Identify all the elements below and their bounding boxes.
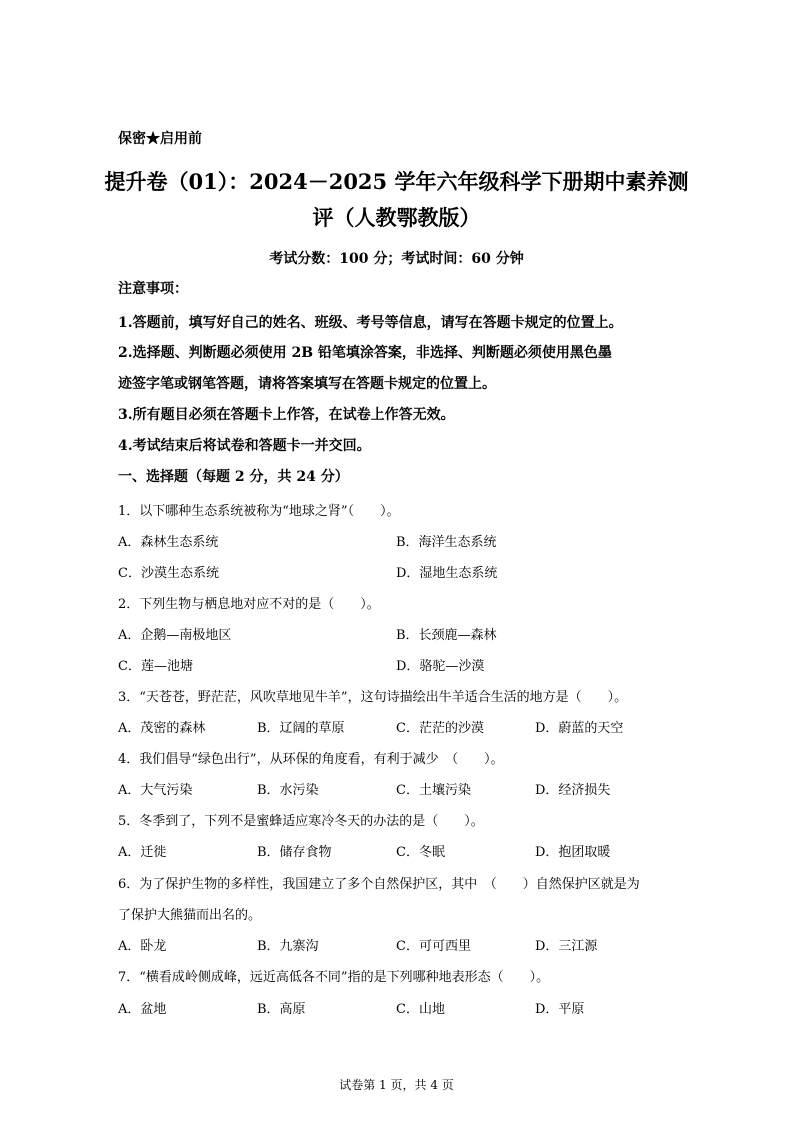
question-stem-continuation: 了保护大熊猫而出名的。 [118,908,262,923]
question-option: D．经济损失 [535,783,611,798]
question-option: A．盆地 [118,1002,167,1017]
question-option: D．平原 [535,1002,585,1017]
question-stem: 7．“横看成岭侧成峰，远近高低各不同”指的是下列哪种地表形态（ ）。 [118,970,550,985]
question-option: C．沙漠生态系统 [118,566,219,581]
notice-heading: 注意事项： [118,281,188,297]
question-option: B．辽阔的草原 [257,721,345,736]
question-option: C．可可西里 [396,939,471,954]
question-stem: 3．“天苍苍，野茫茫，风吹草地见牛羊”，这句诗描绘出牛羊适合生活的地方是（ ）。 [118,690,628,705]
question-option: B．九寨沟 [257,939,319,954]
confidential-label: 保密★启用前 [118,131,202,147]
question-option: A．森林生态系统 [118,535,219,550]
question-option: A．卧龙 [118,939,167,954]
question-option: C．冬眠 [396,845,445,860]
question-option: B．水污染 [257,783,319,798]
question-option: C．茫茫的沙漠 [396,721,484,736]
question-option: B．储存食物 [257,845,332,860]
question-option: A．迁徙 [118,845,167,860]
question-option: C．莲—池塘 [118,659,193,674]
notice-item: 3.所有题目必须在答题卡上作答，在试卷上作答无效。 [118,407,455,423]
notice-item: 4.考试结束后将试卷和答题卡一并交回。 [118,438,371,454]
exam-title-line-1: 提升卷（01）：2024－2025 学年六年级科学下册期中素养测 [104,169,689,194]
notice-item-continuation: 迹签字笔或钢笔答题，请将答案填写在答题卡规定的位置上。 [118,376,496,392]
page-footer: 试卷第 1 页，共 4 页 [339,1078,454,1092]
notice-item: 1.答题前，填写好自己的姓名、班级、考号等信息，请写在答题卡规定的位置上。 [118,315,623,331]
question-stem: 5．冬季到了，下列不是蜜蜂适应寒冷冬天的办法的是（ ）。 [118,814,484,829]
question-option: D．三江源 [535,939,598,954]
question-option: D．蔚蓝的天空 [535,721,624,736]
question-stem: 2．下列生物与栖息地对应不对的是（ ）。 [118,597,380,612]
question-option: A．企鹅—南极地区 [118,628,232,643]
exam-score-time-info: 考试分数：100 分；考试时间：60 分钟 [269,251,524,267]
notice-item: 2.选择题、判断题必须使用 2B 铅笔填涂答案，非选择、判断题必须使用黑色墨 [118,345,612,361]
question-option: B．高原 [257,1002,306,1017]
question-option: C．土壤污染 [396,783,471,798]
question-option: D．骆驼—沙漠 [396,659,485,674]
question-option: B．长颈鹿—森林 [396,628,497,643]
section-heading-choice: 一、选择题（每题 2 分，共 24 分） [118,469,349,485]
question-option: D．湿地生态系统 [396,566,498,581]
question-option: A．茂密的森林 [118,721,206,736]
question-option: A．大气污染 [118,783,193,798]
question-option: C．山地 [396,1002,445,1017]
question-stem: 1．以下哪种生态系统被称为“地球之肾”（ ）。 [118,504,400,519]
question-stem: 4．我们倡导“绿色出行”，从环保的角度看，有利于减少 （ ）。 [118,752,504,767]
question-option: D．抱团取暖 [535,845,611,860]
exam-title-line-2: 评（人教鄂教版） [312,205,481,230]
question-option: B．海洋生态系统 [396,535,497,550]
question-stem: 6．为了保护生物的多样性，我国建立了多个自然保护区，其中 （ ）自然保护区就是为 [118,877,640,892]
